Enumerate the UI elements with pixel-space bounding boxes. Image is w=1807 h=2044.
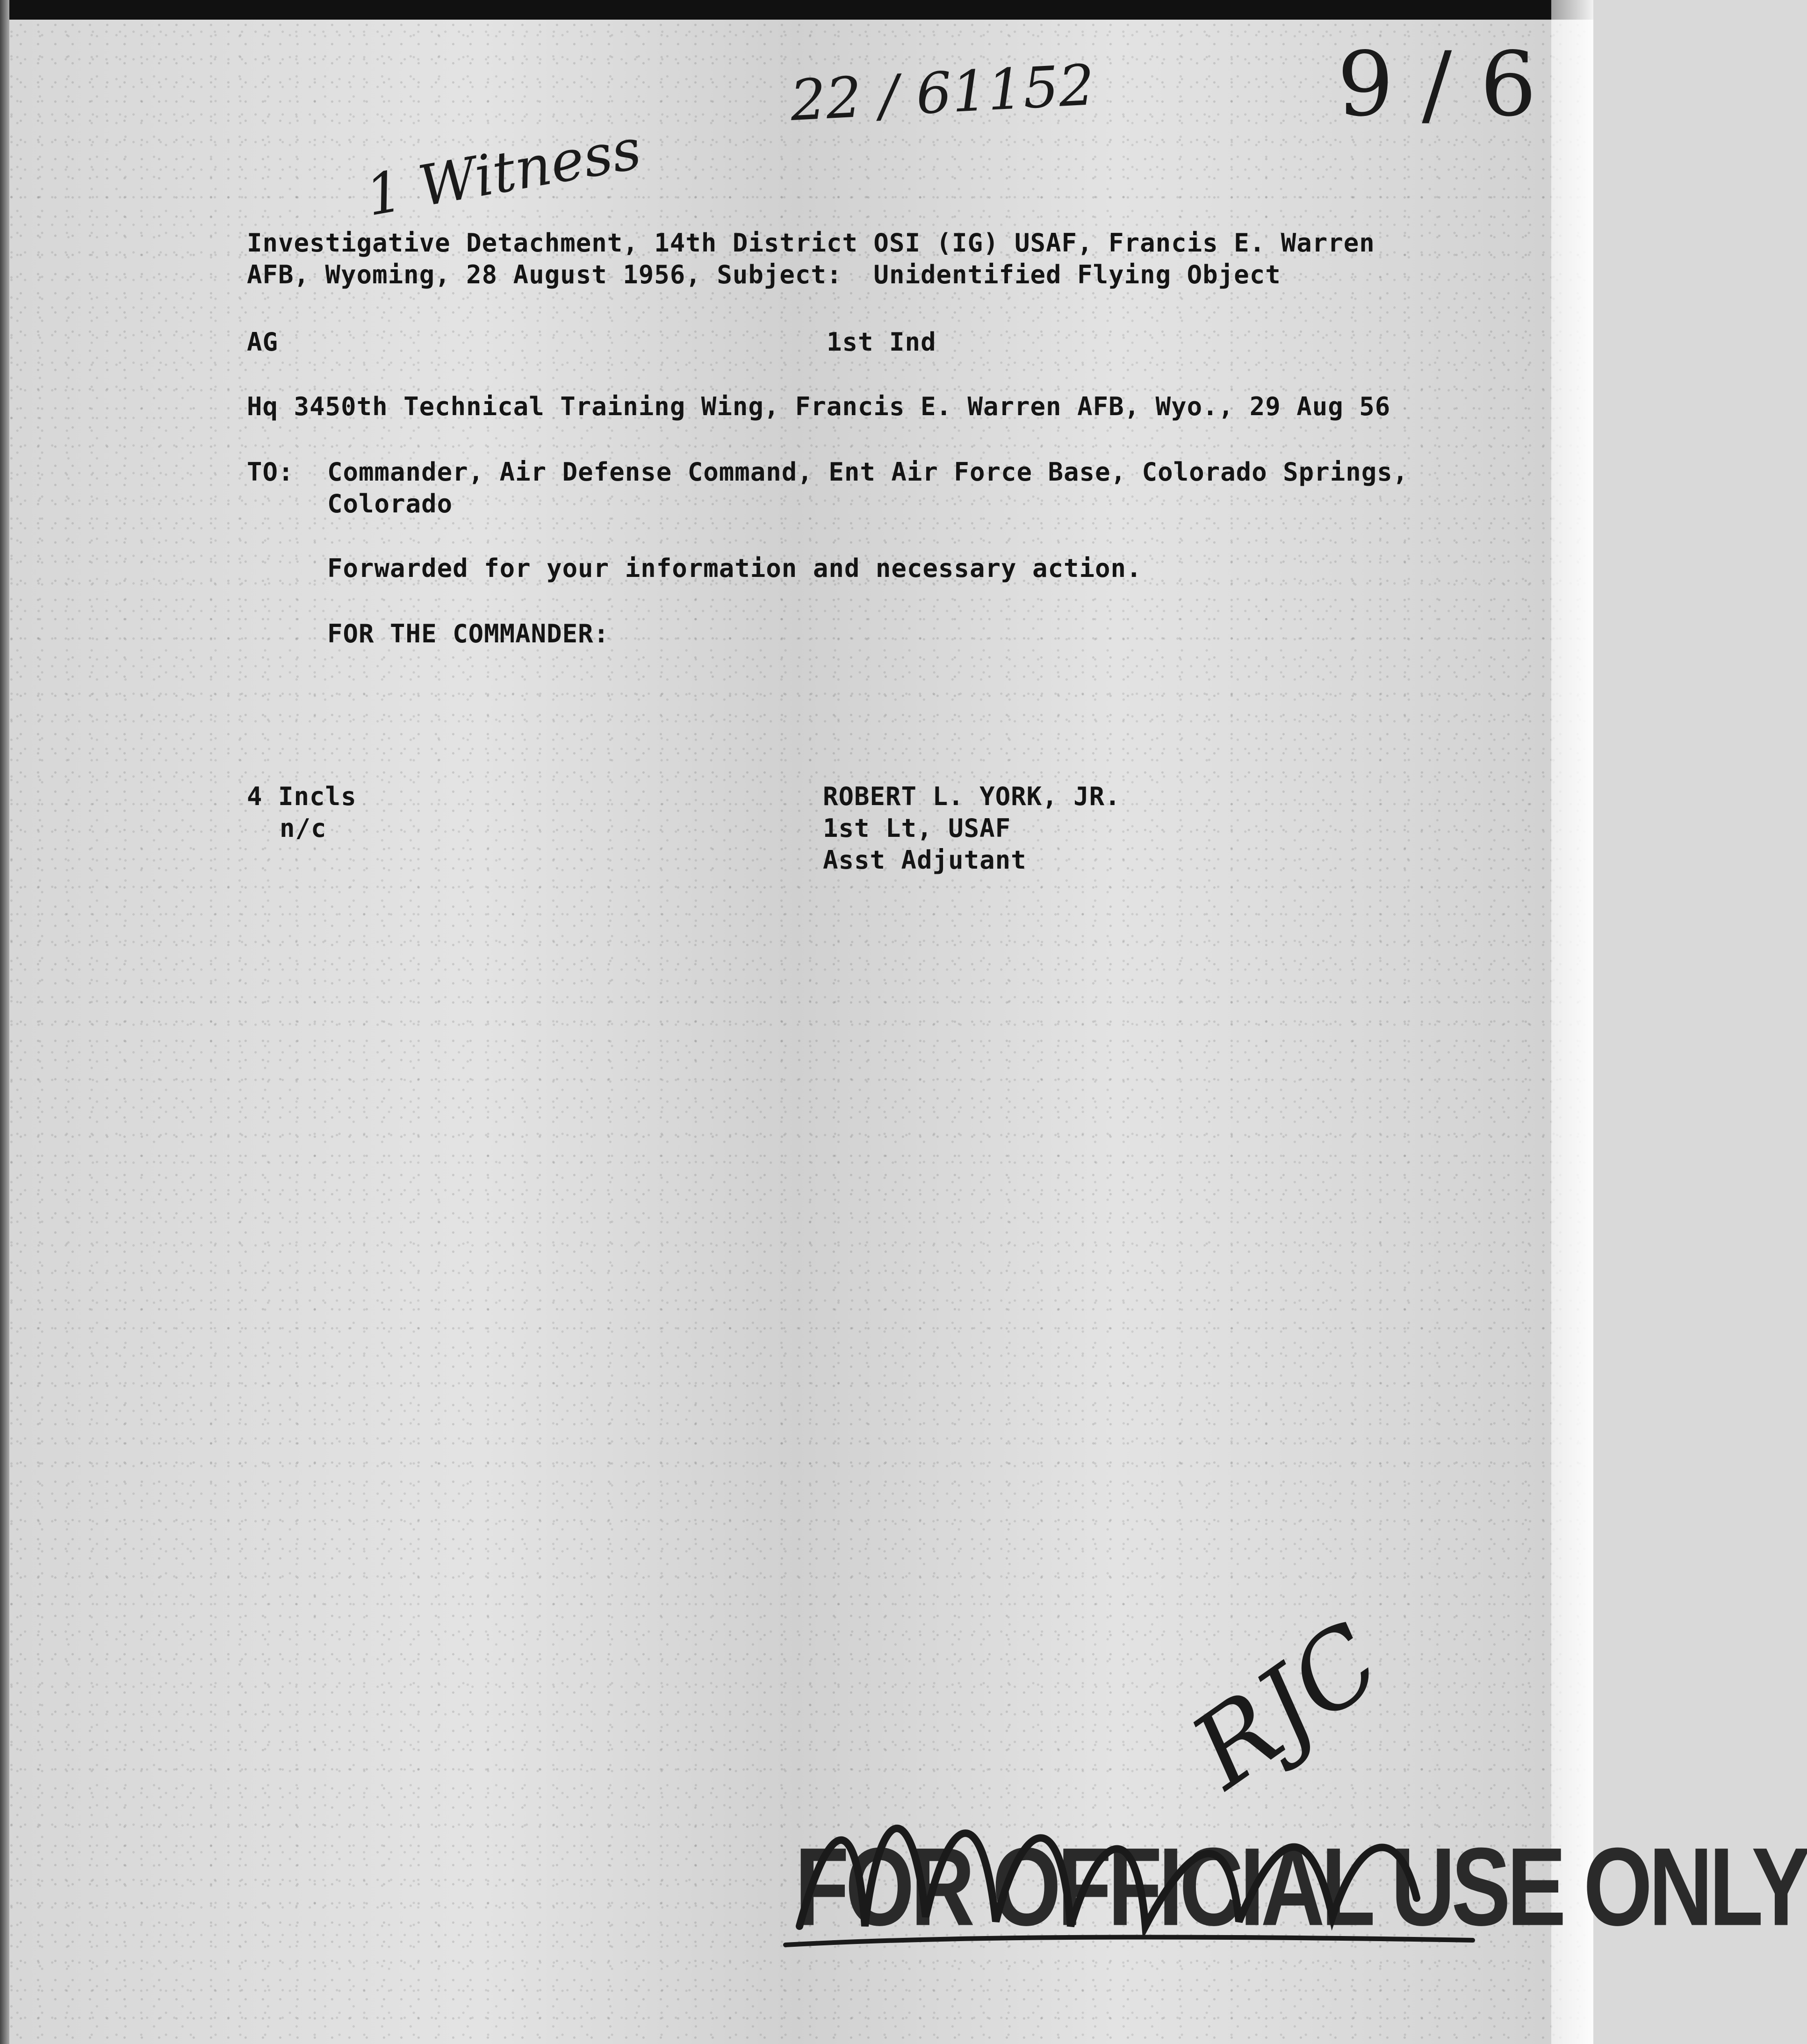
handwritten-initials: RJC — [1171, 1600, 1402, 1811]
indorsement-label: 1st Ind — [827, 327, 936, 357]
official-use-stamp: FOR OFFICIAL USE ONLY — [795, 1825, 1807, 1949]
from-line: Hq 3450th Technical Training Wing, Francis E. Warren AFB, Wyo., 29 Aug 56 — [247, 392, 1391, 421]
header-line-2: AFB, Wyoming, 28 August 1956, Subject: Unidentified Flying Object — [247, 260, 1281, 289]
handwritten-witness-note: 1 Witness — [361, 116, 646, 229]
to-line-1: Commander, Air Defense Command, Ent Air Force Base, Colorado Springs, — [327, 457, 1409, 487]
enclosure-count: 4 Incls — [247, 782, 357, 811]
scan-right-border — [1551, 0, 1593, 2044]
scan-left-border — [0, 0, 9, 2044]
office-symbol: AG — [247, 327, 279, 357]
body-text: Forwarded for your information and necessary action. — [327, 554, 1142, 583]
enclosure-note: n/c — [280, 813, 327, 843]
signature-rank: 1st Lt, USAF — [823, 813, 1011, 843]
to-line-2: Colorado — [327, 489, 453, 518]
signature-title: Asst Adjutant — [823, 845, 1027, 875]
handwritten-file-number: 22 / 61152 — [788, 53, 1096, 134]
signature-scribble — [771, 1636, 1496, 1964]
signature-name: ROBERT L. YORK, JR. — [823, 782, 1121, 811]
to-prefix: TO: — [247, 457, 294, 487]
closing-text: FOR THE COMMANDER: — [327, 619, 610, 648]
header-line-1: Investigative Detachment, 14th District OSI (IG) USAF, Francis E. Warren — [247, 228, 1375, 258]
handwritten-page-number: 9 / 6 — [1337, 33, 1537, 136]
scan-top-border — [0, 0, 1593, 20]
